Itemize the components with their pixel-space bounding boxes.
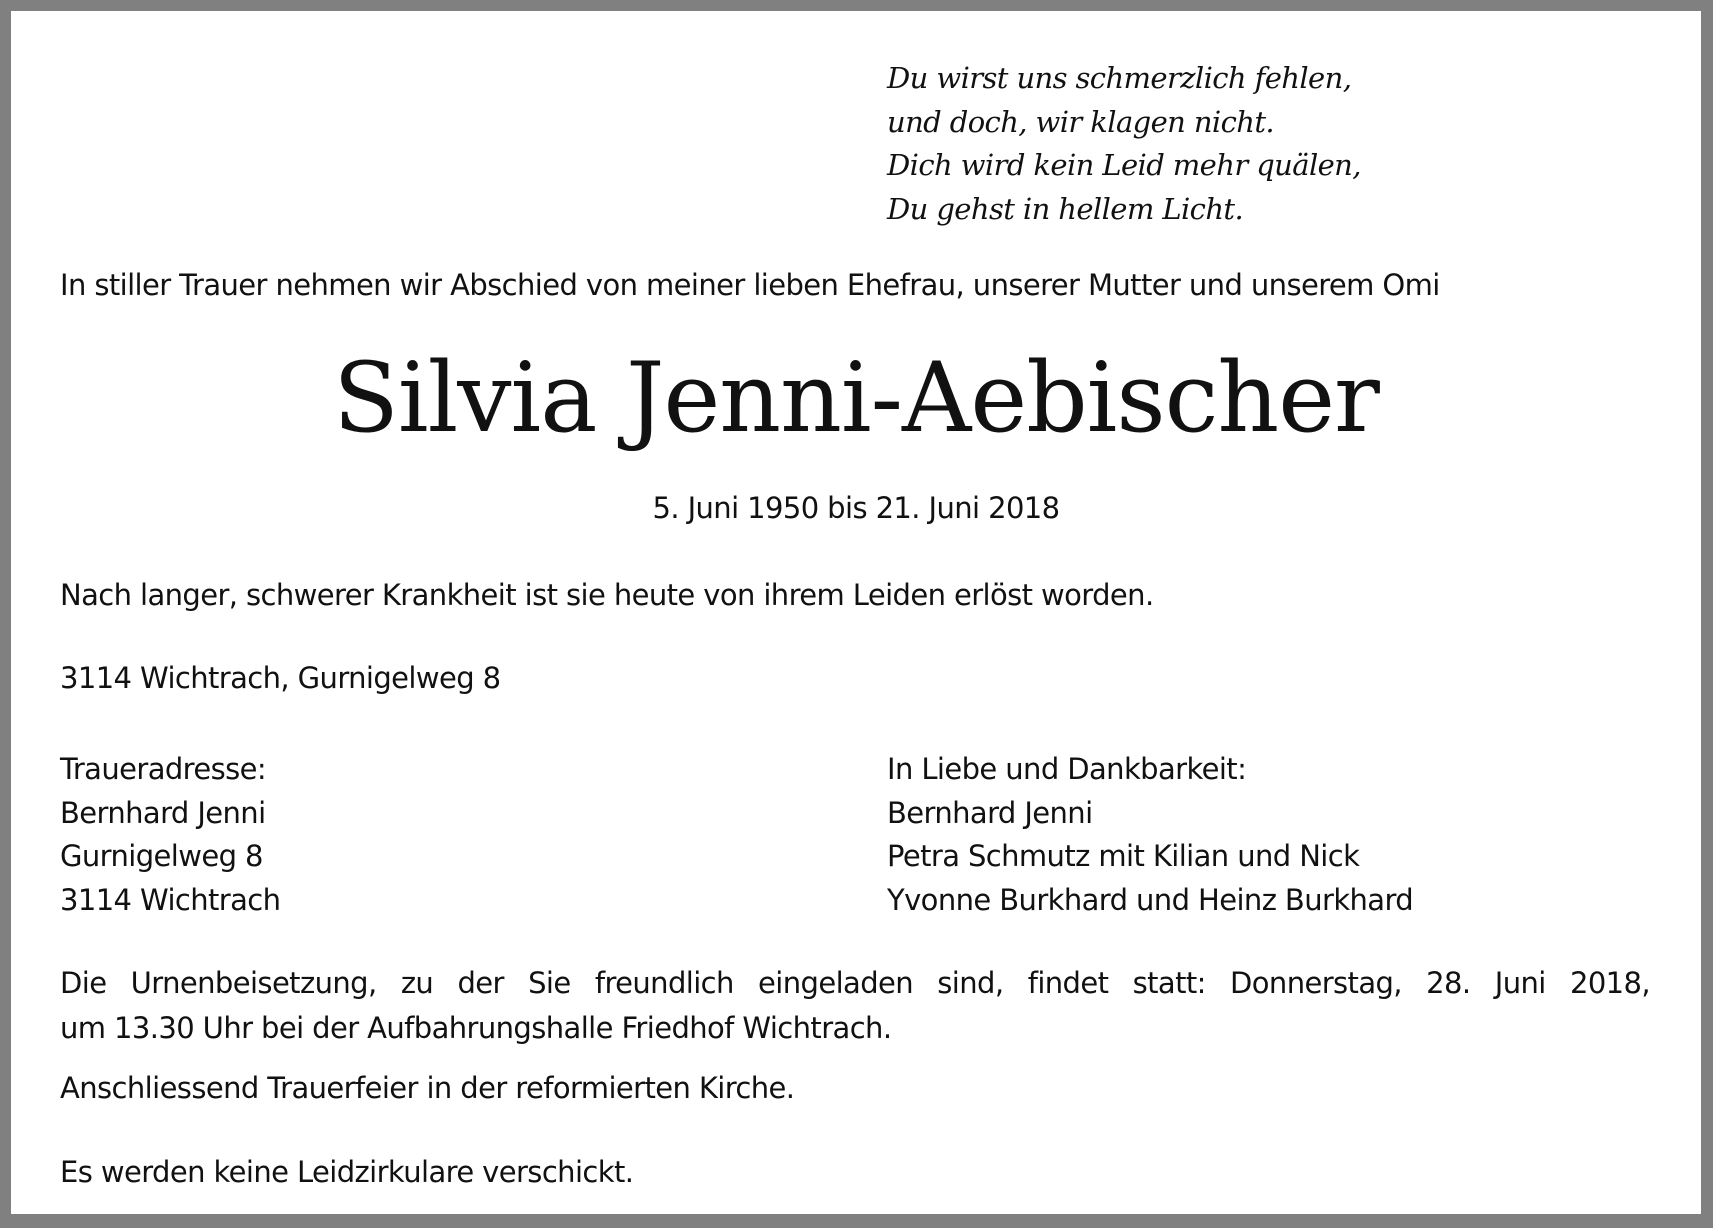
mourner: Bernhard Jenni (887, 795, 1093, 830)
mourning-address (60, 748, 280, 922)
home-address: 3114 Wichtrach, Gurnigelweg 8 (60, 661, 501, 695)
life-dates: 5. Juni 1950 bis 21. Juni 2018 (652, 491, 1060, 525)
poem-line: Dich wird kein Leid mehr quälen, (887, 148, 1361, 182)
ceremony-line: um 13.30 Uhr bei der Aufbahrungshalle Friedhof Wichtrach. (60, 1011, 892, 1045)
circulars-note: Es werden keine Leidzirkulare verschickt. (60, 1155, 634, 1189)
church-service-text: Anschliessend Trauerfeier in der reformierten Kirche. (60, 1071, 795, 1105)
obituary-notice (11, 11, 1701, 1214)
mourners-list (887, 748, 1413, 922)
mourning-address-line: 3114 Wichtrach (60, 882, 281, 917)
ceremony-info (60, 961, 1650, 1051)
mourner: Petra Schmutz mit Kilian und Nick (887, 839, 1360, 873)
illness-text: Nach langer, schwerer Krankheit ist sie heute von ihrem Leiden erlöst worden. (60, 578, 1154, 612)
mourner: Yvonne Burkhard und Heinz Burkhard (887, 882, 1414, 917)
mourning-address-line: Gurnigelweg 8 (60, 839, 263, 873)
mourning-address-heading: Traueradresse: (60, 752, 267, 786)
poem-line: und doch, wir klagen nicht. (887, 104, 1274, 139)
intro-text: In stiller Trauer nehmen wir Abschied von meiner lieben Ehefrau, unserer Mutter und unserem Omi (60, 268, 1440, 302)
poem-line: Du wirst uns schmerzlich fehlen, (887, 61, 1352, 95)
ceremony-line: Die Urnenbeisetzung, zu der Sie freundlich eingeladen sind, findet statt: Donnerstag, 28. Juni 2018, (60, 966, 1650, 1000)
poem-line: Du gehst in hellem Licht. (887, 191, 1244, 226)
poem (887, 57, 1361, 231)
mourners-heading: In Liebe und Dankbarkeit: (887, 752, 1247, 786)
deceased-name: Silvia Jenni-Aebischer (333, 342, 1379, 454)
mourning-address-line: Bernhard Jenni (60, 795, 266, 830)
